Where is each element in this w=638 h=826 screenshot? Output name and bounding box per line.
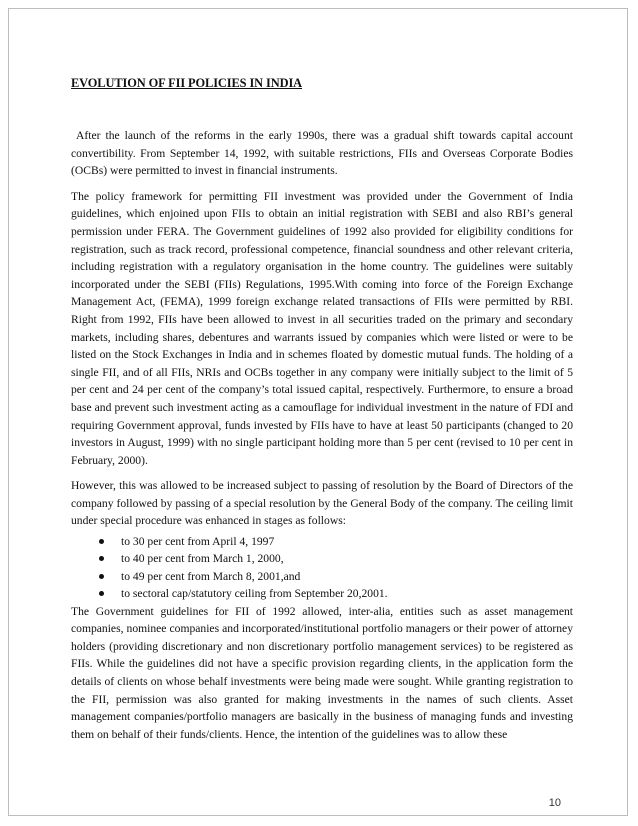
list-item-text: to sectoral cap/statutory ceiling from September 20,2001. (121, 587, 388, 601)
paragraph-ceiling-increase: However, this was allowed to be increased subject to passing of resolution by the Board of Directors of the company followed by passing of a special resolution by the General Body of the company. The ceiling limit under special procedure was enhanced in stages as follows: (71, 479, 573, 528)
list-item (99, 568, 573, 585)
list-item (99, 585, 573, 602)
paragraph-government-guidelines: The Government guidelines for FII of 1992 allowed, inter-alia, entities such as asset management companies, nominee companies and incorporated/institutional portfolio managers or their power of attorney holders (providing discretionary and non discretionary portfolio management services) to be registered as FIIs. While the guidelines did not have a specific provision regarding clients, in the application form the details of clients on whose behalf investments were being made were sought. While granting registration to the FII, permission was also granted for making investments in the names of such clients. Asset management companies/portfolio managers are basically in the business of managing funds and investing them on behalf of their funds/clients. Hence, the intention of the guidelines was to allow these (71, 604, 573, 741)
ceiling-stages-list (71, 533, 573, 603)
bullet-icon (99, 574, 104, 579)
page-content (71, 75, 576, 751)
paragraph-policy-framework: The policy framework for permitting FII investment was provided under the Government of India guidelines, which enjoined upon FIIs to obtain an initial registration with SEBI and also RBI’s general permission under FERA. The Government guidelines of 1992 also provided for eligibility conditions for registration, such as track record, professional competence, financial soundness and other relevant criteria, including registration with a regulatory organisation in the home country. The guidelines were suitably incorporated under the SEBI (FIIs) Regulations, 1995.With coming into force of the Foreign Exchange Management Act, (FEMA), 1999 foreign exchange related transactions of FIIs were permitted by RBI. Right from 1992, FIIs have been allowed to invest in all securities traded on the primary and secondary markets, including shares, debentures and warrants issued by companies which were listed or were to be listed on the Stock Exchanges in India and in schemes floated by domestic mutual funds. The holding of a single FII, and of all FIIs, NRIs and OCBs together in any company were initially subject to the limit of 5 per cent and 24 per cent of the company’s total issued capital, respectively. Furthermore, to ensure a broad base and prevent such investment acting as a camouflage for individual investment in the nature of FDI and requiring Government approval, funds invested by FIIs have to have at least 50 participants (changed to 20 investors in August, 1999) with no single participant holding more than 5 per cent (revised to 10 per cent in February, 2000). (71, 189, 573, 467)
list-item (99, 533, 573, 550)
list-item-text: to 49 per cent from March 8, 2001,and (121, 569, 301, 583)
section-heading: EVOLUTION OF FII POLICIES IN INDIA (71, 76, 303, 90)
bullet-icon (99, 591, 104, 596)
bullet-icon (99, 556, 104, 561)
bullet-icon (99, 539, 104, 544)
list-item-text: to 30 per cent from April 4, 1997 (121, 535, 275, 549)
page-number: 10 (548, 797, 561, 809)
list-item-text: to 40 per cent from March 1, 2000, (121, 552, 284, 566)
paragraph-intro: After the launch of the reforms in the early 1990s, there was a gradual shift towards capital account convertibility. From September 14, 1992, with suitable restrictions, FIIs and Overseas Corporate Bodies (OCBs) were permitted to invest in financial instruments. (71, 129, 576, 178)
list-item (99, 550, 573, 567)
page (8, 8, 628, 816)
